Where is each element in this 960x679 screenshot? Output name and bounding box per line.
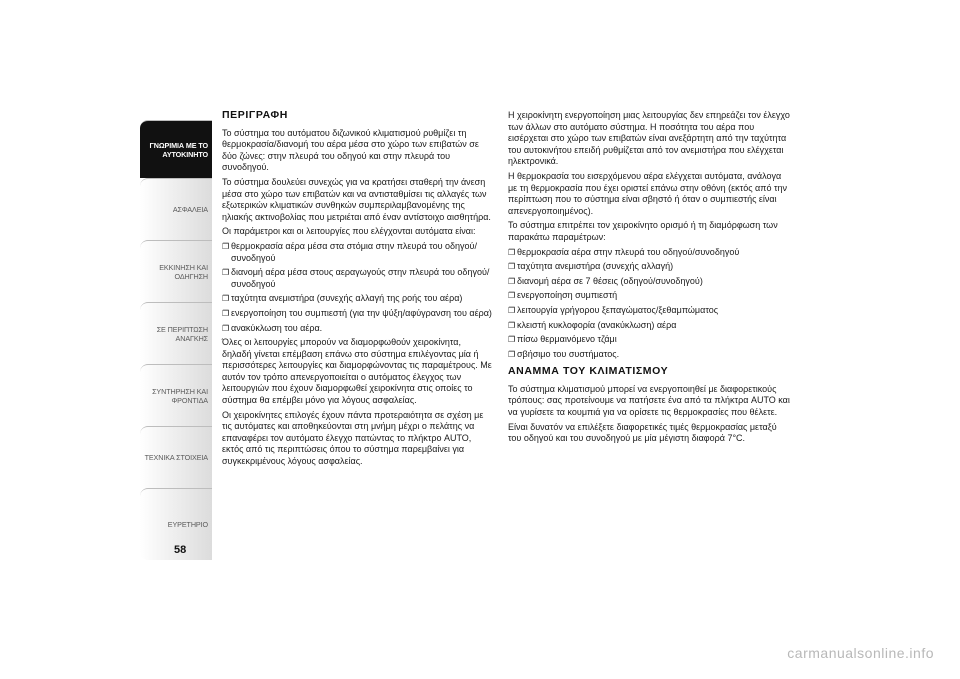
list-item: ❐ θερμοκρασία αέρα στην πλευρά του οδηγού/συνοδηγού (508, 246, 740, 257)
list-item: ❐ θερμοκρασία αέρα μέσα στα στόμια στην πλευρά του οδηγού/συνοδηγού (222, 240, 477, 263)
tab-emergency[interactable] (140, 302, 212, 364)
paragraph: Η χειροκίνητη ενεργοποίηση μιας λειτουργίας δεν επηρεάζει τον έλεγχο των άλλων στο αυτόματο σύστημα. Η ποσότητα του αέρα που εισέρχεται στο χώρο των επιβατών είναι ανεξάρτητη από την ταχύτητα του αυτοκινήτου επειδή ρυθμίζεται από τον ανεμιστήρα που ελέγχεται ηλεκτρονικά. (508, 110, 790, 167)
paragraph: Οι χειροκίνητες επιλογές έχουν πάντα προτεραιότητα σε σχέση με τις αυτόματες και αποθηκεύονται στη μνήμη μέχρι ο πελάτης να επαναφέρει τον αυτόματο έλεγχο πατώντας το πλήκτρο AUTO, εκτός από τις περιπτώσεις όπου το σύστημα παρεμβαίνει για συγκεκριμένους λόγους ασφαλείας. (222, 409, 484, 467)
paragraph: Το σύστημα επιτρέπει τον χειροκίνητο ορισμό ή τη διαμόρφωση των παρακάτω παραμέτρων: (508, 220, 778, 242)
page-number: 58 (174, 544, 187, 556)
tab-label: ΣΥΝΤΗΡΗΣΗ ΚΑΙ ΦΡΟΝΤΙΔΑ (152, 386, 208, 405)
list-item: ❐ ανακύκλωση του αέρα. (222, 322, 323, 333)
right-column (508, 110, 790, 448)
list-item: ❐ λειτουργία γρήγορου ξεπαγώματος/ξεθαμπώματος (508, 304, 719, 315)
paragraph: Το σύστημα δουλεύει συνεχώς για να κρατήσει σταθερή την άνεση μέσα στο χώρο των επιβατών και να αντισταθμίσει τις αλλαγές των εξωτερικών κλιματικών συνθηκών συμπεριλαμβανομένης της ηλιακής ακτινοβολίας που μετριέται από έναν αντίστοιχο αισθητήρα. (222, 176, 491, 222)
checkbox-bullet-icon: ❐ (222, 308, 230, 318)
left-column (222, 110, 492, 471)
checkbox-bullet-icon: ❐ (222, 241, 230, 251)
checkbox-bullet-icon: ❐ (508, 335, 516, 345)
checkbox-bullet-icon: ❐ (508, 262, 516, 272)
checkbox-bullet-icon: ❐ (222, 323, 230, 333)
tab-starting-driving[interactable] (140, 240, 212, 302)
tab-label: ΣΕ ΠΕΡΙΠΤΩΣΗ ΑΝΑΓΚΗΣ (156, 324, 208, 343)
list-item: ❐ πίσω θερμαινόμενο τζάμι (508, 334, 617, 345)
checkbox-bullet-icon: ❐ (508, 291, 516, 301)
checkbox-bullet-icon: ❐ (508, 320, 516, 330)
list-item: ❐ ενεργοποίηση του συμπιεστή (για την ψύξη/αφύγρανση του αέρα) (222, 307, 492, 318)
paragraph: Είναι δυνατόν να επιλέξετε διαφορετικές τιμές θερμοκρασίας μεταξύ του οδηγού και του συνοδηγού με μία μέγιστη διαφορά 7°C. (508, 421, 777, 444)
checkbox-bullet-icon: ❐ (222, 268, 230, 278)
tab-label: ΑΣΦΑΛΕΙΑ (172, 205, 208, 214)
paragraph: Η θερμοκρασία του εισερχόμενου αέρα ελέγχεται αυτόματα, ανάλογα με τη θερμοκρασία που έχει οριστεί επάνω στην οθόνη (εκτός από την περίπτωση που το σύστημα είναι σβηστό ή όταν ο συμπιεστής είναι απενεργοποιημένος). (508, 170, 788, 216)
checkbox-bullet-icon: ❐ (508, 305, 516, 315)
list-item: ❐ κλειστή κυκλοφορία (ανακύκλωση) αέρα (508, 319, 677, 330)
list-item: ❐ ταχύτητα ανεμιστήρα (συνεχής αλλαγή της ροής του αέρα) (222, 293, 463, 304)
paragraph: Το σύστημα κλιματισμού μπορεί να ενεργοποιηθεί με διαφορετικούς τρόπους: σας προτείνουμε να πατήσετε ένα από τα πλήκτρα AUTO και να γυρίσετε τα κουμπιά για να ορίσετε τις θερμοκρασίες που θέλετε. (508, 383, 790, 418)
paragraph: Οι παράμετροι και οι λειτουργίες που ελέγχονται αυτόματα είναι: (222, 226, 476, 237)
tab-label: ΕΚΚΙΝΗΣΗ ΚΑΙ ΟΔΗΓΗΣΗ (159, 262, 208, 281)
section-heading: ΑΝΑΜΜΑ ΤΟΥ ΚΛΙΜΑΤΙΣΜΟΥ (508, 365, 669, 378)
list-item: ❐ διανομή αέρα μέσα στους αεραγωγούς στην πλευρά του οδηγού/συνοδηγού (222, 267, 490, 289)
list-item: ❐ διανομή αέρα σε 7 θέσεις (οδηγού/συνοδηγού) (508, 275, 703, 286)
chapter-sidebar (140, 120, 212, 560)
checkbox-bullet-icon: ❐ (222, 294, 230, 304)
tab-label: ΓΝΩΡΙΜΙΑ ΜΕ ΤΟ ΑΥΤΟΚΙΝΗΤΟ (149, 140, 208, 159)
paragraph: Το σύστημα του αυτόματου διζωνικού κλιματισμού ρυθμίζει τη θερμοκρασία/διανομή του αέρα μέσα στο χώρο των επιβατών σε δύο ζώνες: στην πλευρά του οδηγού και στην πλευρά του συνοδηγού. (222, 127, 479, 173)
tab-label: ΕΥΡΕΤΗΡΙΟ (167, 520, 208, 529)
paragraph: Όλες οι λειτουργίες μπορούν να διαμορφωθούν χειροκίνητα, δηλαδή γίνεται επέμβαση επάνω στο σύστημα επιλέγοντας μία ή περισσότερες λειτουργίες και διαμορφώνοντας τις παραμέτρους. Με αυτόν τον τρόπο απενεργοποιείται ο αυτόματος έλεγχος των λειτουργιών που έχουν διαμορφωθεί χειροκίνητα στις οποίες το σύστημα θα επέμβει μόνο για λόγους ασφαλείας. (222, 337, 492, 406)
watermark: carmanualsonline.info (787, 645, 934, 661)
tab-technical-data[interactable] (140, 426, 212, 488)
checkbox-bullet-icon: ❐ (508, 276, 516, 286)
tab-safety[interactable] (140, 178, 212, 240)
list-item: ❐ σβήσιμο του συστήματος. (508, 348, 620, 359)
tab-getting-to-know[interactable] (140, 120, 212, 178)
checkbox-bullet-icon: ❐ (508, 247, 516, 257)
checkbox-bullet-icon: ❐ (508, 349, 516, 359)
list-item: ❐ ταχύτητα ανεμιστήρα (συνεχής αλλαγή) (508, 261, 674, 272)
list-item: ❐ ενεργοποίηση συμπιεστή (508, 290, 618, 301)
tab-maintenance[interactable] (140, 364, 212, 426)
tab-label: ΤΕΧΝΙΚΑ ΣΤΟΙΧΕΙΑ (144, 453, 208, 462)
section-heading: ΠΕΡΙΓΡΑΦΗ (222, 109, 288, 121)
